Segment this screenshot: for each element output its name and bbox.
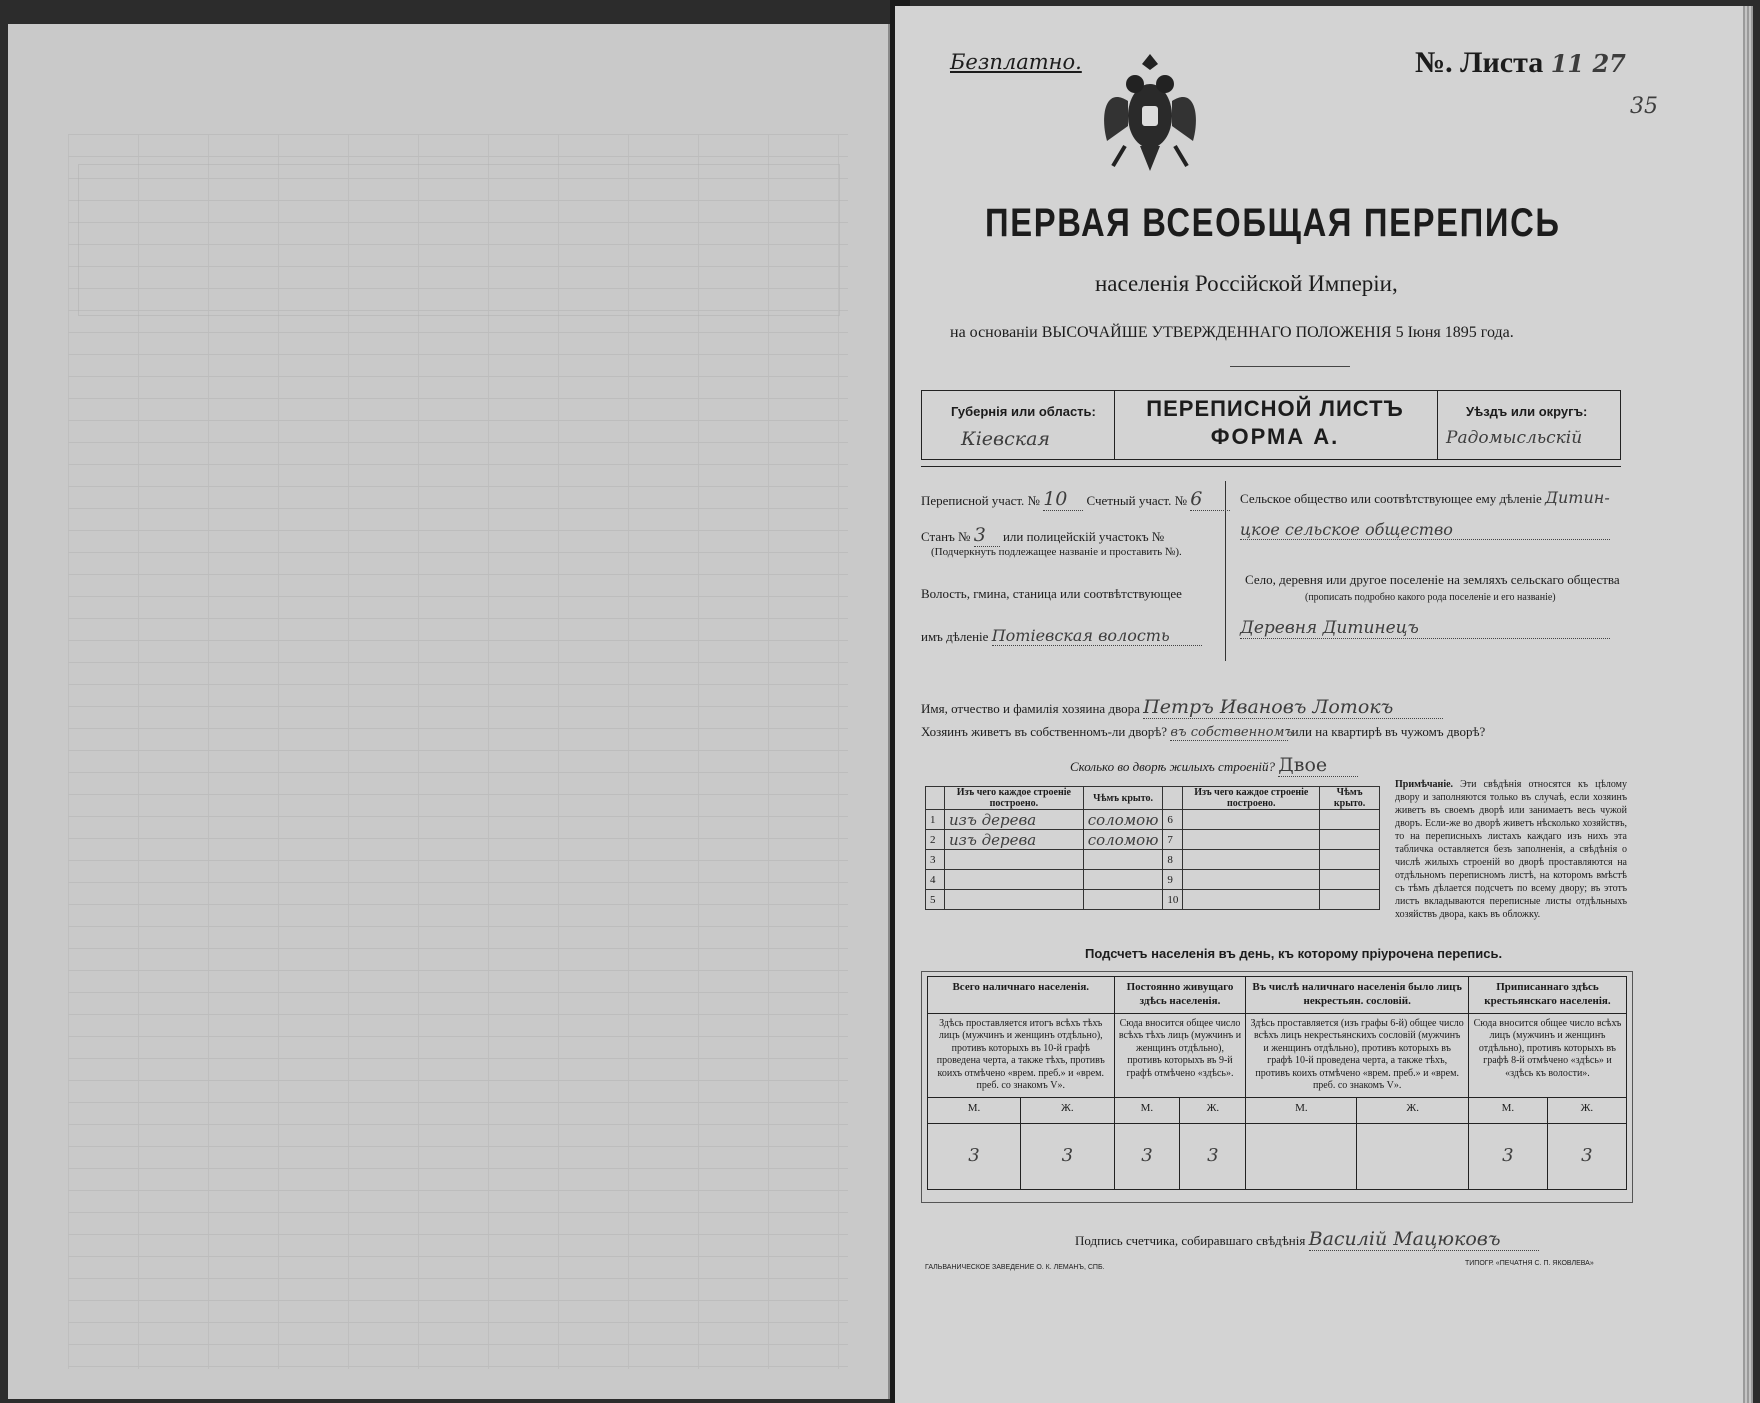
owner-residence-line [921,724,1485,741]
building-roof [1083,890,1163,910]
show-through-table [78,164,840,316]
ornament-divider [1230,366,1350,367]
building-material [1183,830,1320,850]
male-label: М. [1246,1097,1357,1123]
count-heading: Подсчетъ населенія въ день, къ которому пріурочена перепись. [1085,946,1503,961]
row-number: 9 [1163,870,1183,890]
volost-label-2: имъ дѣленіе [921,629,989,644]
legal-basis: на основаніи ВЫСОЧАЙШЕ УТВЕРЖДЕННАГО ПОЛОЖЕНІЯ 5 Іюня 1895 года. [950,324,1514,341]
count-outer-frame [921,971,1633,1203]
owner-residence-label: Хозяинъ живетъ въ собственномъ-ли дворѣ? [921,724,1168,739]
volost-line [921,626,1202,646]
female-count: 3 [1021,1123,1114,1189]
page-edges [1743,6,1753,1403]
table-row [926,810,1380,830]
signature-label: Подпись счетчика, собиравшаго свѣдѣнія [1075,1233,1306,1248]
census-area-label: Переписной участ. № [921,493,1040,508]
row-number: 8 [1163,850,1183,870]
stan-value: 3 [974,524,1000,547]
row-number: 1 [926,810,945,830]
left-page [8,24,890,1399]
building-roof [1083,870,1163,890]
female-label: Ж. [1357,1097,1468,1123]
female-label: Ж. [1180,1097,1246,1123]
building-material: изъ дерева [945,810,1084,830]
province-label: Губернія или область: [951,404,1096,419]
buildings-material-header: Изъ чего каждое строеніе построено. [945,787,1084,810]
count-col-title: Въ числѣ наличнаго населенія было лицъ некрестьян. сословій. [1246,977,1468,1014]
building-material [945,870,1084,890]
owner-residence-alt: или на квартирѣ въ чужомъ дворѣ? [1291,724,1486,739]
stan-label: Станъ № [921,529,971,544]
form-letter: ФОРМА А. [1210,424,1340,449]
building-roof [1320,810,1380,830]
count-col-desc: Здѣсь проставляется (изъ графы 6-й) общее число всѣхъ лицъ некрестьянскихъ сословій (мужчинъ и женщинъ отдѣльно), противъ которыхъ въ графѣ 10-й проведена черта, а также тѣхъ, противъ коихъ отмѣчено «врем. преб.» и «врем. преб. со знакомъ V». [1246,1013,1468,1097]
buildings-material-header-2: Изъ чего каждое строеніе построено. [1183,787,1320,810]
district-value: Радомысльскій [1446,428,1583,448]
district-label: Уѣздъ или округъ: [1466,404,1588,419]
buildings-count-value: Двое [1278,754,1358,777]
buildings-roof-header-2: Чѣмъ крыто. [1320,787,1380,810]
count-col-title: Приписаннаго здѣсь крестьянскаго населенія. [1468,977,1626,1014]
building-material [945,850,1084,870]
row-number: 4 [926,870,945,890]
sheet-number [1415,46,1626,80]
building-material [1183,870,1320,890]
row-number: 10 [1163,890,1183,910]
building-roof [1320,830,1380,850]
row-number: 5 [926,890,945,910]
society-value: Дитин- [1544,488,1610,507]
table-row [926,830,1380,850]
building-material [1183,890,1320,910]
male-count: 3 [1114,1123,1180,1189]
building-material [945,890,1084,910]
stan-line [921,524,1164,547]
district-box [1437,390,1621,460]
male-label: М. [1468,1097,1547,1123]
form-title-block [1115,396,1435,450]
building-roof [1083,850,1163,870]
count-col-desc: Сюда вносится общее число всѣхъ лицъ (мужчинъ и женщинъ отдѣльно), противъ которыхъ въ графѣ 8-й отмѣчено «здѣсь» и «здѣсь къ волости». [1468,1013,1626,1097]
row-number: 2 [926,830,945,850]
volost-value: Потіевская волость [992,626,1202,646]
buildings-count-line [1070,754,1358,777]
page-subtitle: населенія Россійской Имперіи, [1095,271,1398,296]
sheet-number-label: №. Листа [1415,46,1544,79]
building-material: изъ дерева [945,830,1084,850]
owner-residence-value: въ собственномъ [1170,725,1294,740]
female-count: 3 [1180,1123,1246,1189]
count-col-desc: Здѣсь проставляется итогъ всѣхъ тѣхъ лицъ (мужчинъ и женщинъ отдѣльно), противъ которыхъ въ 10-й графѣ проведена черта, а также тѣхъ, противъ коихъ отмѣчено «врем. преб.» и «врем. преб. со знакомъ V». [928,1013,1115,1097]
building-material [1183,810,1320,830]
owner-name-value: Петръ Ивановъ Лотокъ [1143,696,1443,719]
count-area-value: 6 [1190,488,1230,511]
village-value: Деревня Дитинецъ [1240,618,1610,639]
male-count: 3 [928,1123,1021,1189]
page-title: ПЕРВАЯ ВСЕОБЩАЯ ПЕРЕПИСЬ [985,201,1561,245]
stan-note: (Подчеркнуть подлежащее названіе и проставить №). [931,546,1182,558]
form-title: ПЕРЕПИСНОЙ ЛИСТЪ [1146,396,1404,421]
building-roof [1320,890,1380,910]
female-count: 3 [1547,1123,1626,1189]
male-label: М. [1114,1097,1180,1123]
double-headed-eagle-emblem [1095,46,1205,186]
table-row [926,890,1380,910]
female-label: Ж. [1547,1097,1626,1123]
count-area-label: Счетный участ. № [1086,493,1188,508]
census-area-line [921,488,1230,511]
note-label: Примѣчаніе. [1395,779,1454,790]
signature-value: Василій Мацюковъ [1309,1228,1539,1251]
police-district-label: или полицейскій участокъ № [1002,529,1165,544]
census-area-value: 10 [1043,488,1083,511]
building-material [1183,850,1320,870]
male-count: 3 [1468,1123,1547,1189]
owner-name-label: Имя, отчество и фамилія хозяина двора [921,701,1140,716]
note-text: Эти свѣдѣнія относятся къ цѣлому двору и заполняются только въ случаѣ, если хозяинъ живетъ въ своемъ дворѣ или занимаетъ весь чужой дворъ. Если-же во дворѣ живетъ нѣсколько хозяйствъ, то на переписныхъ листахъ каждаго изъ нихъ эта табличка оставляется безъ заполненія, а свѣдѣнія о числѣ жилыхъ строеній во дворѣ проставляются на отдѣльномъ переписномъ листѣ, на которомъ вмѣстѣ съ тѣмъ дѣлается подсчетъ по всему двору; въ этотъ листъ вкладываются переписные листы отдѣльныхъ хозяйствъ двора, какъ въ обложку. [1395,779,1627,920]
building-roof: соломою [1083,810,1163,830]
building-roof [1320,850,1380,870]
row-number: 6 [1163,810,1183,830]
census-form-page [895,6,1753,1403]
female-label: Ж. [1021,1097,1114,1123]
sheet-number-value: 11 27 [1550,49,1626,78]
society-value-2: цкое сельское общество [1240,520,1610,540]
village-label: Село, деревня или другое поселеніе на земляхъ сельскаго общества [1245,572,1620,587]
sheet-number-extra: 35 [1630,94,1658,119]
buildings-count-label: Сколько во дворѣ жилыхъ строеній? [1070,759,1276,774]
building-roof [1320,870,1380,890]
printer-right: ТИПОГР. «ПЕЧАТНЯ С. П. ЯКОВЛЕВА» [1465,1260,1594,1267]
buildings-roof-header: Чѣмъ крыто. [1083,787,1163,810]
province-value: Кіевская [961,428,1050,450]
signature-line [1075,1228,1539,1251]
row-number: 7 [1163,830,1183,850]
male-label: М. [928,1097,1021,1123]
row-number: 3 [926,850,945,870]
ruled-grid [68,134,848,1369]
note-block [1395,778,1627,921]
building-roof: соломою [1083,830,1163,850]
count-col-title: Постоянно живущаго здѣсь населенія. [1114,977,1246,1014]
buildings-table [925,786,1380,910]
society-label: Сельское общество или соотвѣтствующее ему дѣленіе [1240,491,1542,506]
table-row [926,870,1380,890]
province-box [921,390,1115,460]
printer-left: ГАЛЬВАНИЧЕСКОЕ ЗАВЕДЕНИЕ О. К. ЛЕМАНЪ, СПБ. [925,1264,1105,1271]
table-row [926,850,1380,870]
count-col-title: Всего наличнаго населенія. [928,977,1115,1014]
count-col-desc: Сюда вносится общее число всѣхъ тѣхъ лицъ (мужчинъ и женщинъ отдѣльно), противъ которыхъ въ 9-й графѣ отмѣчено «здѣсь». [1114,1013,1246,1097]
free-label: Безплатно. [950,50,1082,74]
society-line [1240,488,1610,507]
volost-label: Волость, гмина, станица или соотвѣтствующее [921,586,1182,601]
village-note: (прописать подробно какого рода поселеніе и его названіе) [1305,592,1556,603]
owner-name-line [921,696,1443,719]
